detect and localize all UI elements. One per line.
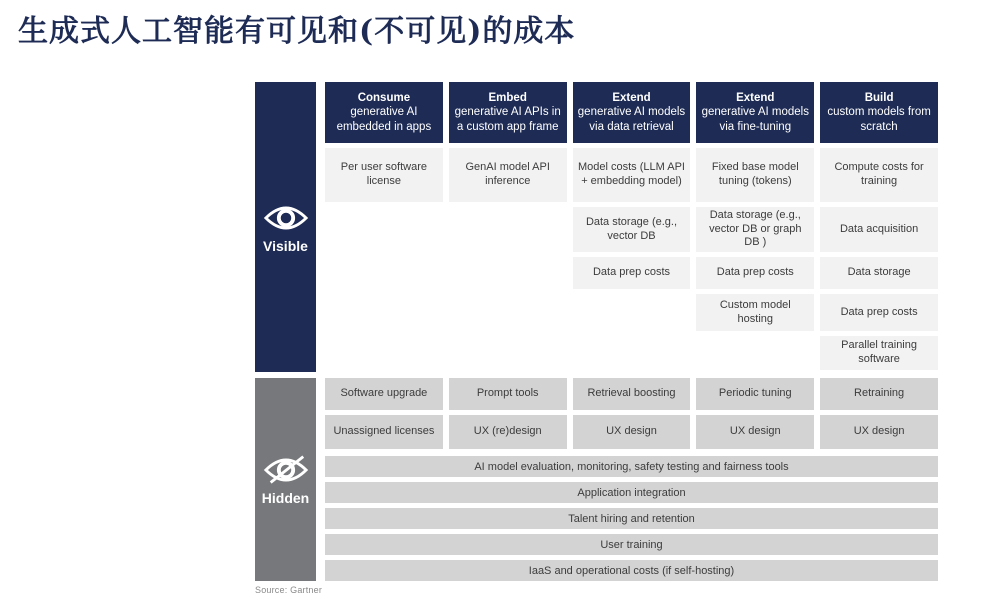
visible-cost-cell: Data prep costs xyxy=(696,257,814,289)
eye-icon xyxy=(263,201,309,235)
visible-cost-cell: Data prep costs xyxy=(573,257,691,289)
column-header-keyword: Extend xyxy=(736,92,775,105)
column-header-embed xyxy=(449,82,567,143)
source-attribution: Source: Gartner xyxy=(255,585,323,595)
column-header-text: custom models from scratch xyxy=(827,106,931,133)
column-header-keyword: Consume xyxy=(357,92,411,105)
column-header-text: generative AI embedded in apps xyxy=(336,106,432,133)
hidden-cost-bar: User training xyxy=(325,534,938,555)
visible-cost-cell: Data storage xyxy=(820,257,938,289)
hidden-cost-cell: Prompt tools xyxy=(449,378,567,410)
hidden-cost-cell: Unassigned licenses xyxy=(325,415,443,449)
column-header-build xyxy=(820,82,938,143)
page-title: 生成式人工智能有可见和(不可见)的成本 xyxy=(18,14,576,49)
eye-slash-icon xyxy=(263,453,309,487)
hidden-cost-bar: AI model evaluation, monitoring, safety testing and fairness tools xyxy=(325,456,938,477)
visible-costs-grid xyxy=(325,82,938,370)
hidden-cost-cell: Retraining xyxy=(820,378,938,410)
hidden-cost-cell: UX design xyxy=(696,415,814,449)
hidden-cost-bar: Application integration xyxy=(325,482,938,503)
visible-cost-cell: Parallel training software xyxy=(820,336,938,370)
hidden-cost-cell: Software upgrade xyxy=(325,378,443,410)
hidden-cost-bars xyxy=(325,456,938,581)
hidden-cost-bar: Talent hiring and retention xyxy=(325,508,938,529)
visible-cost-cell: Data prep costs xyxy=(820,294,938,331)
hidden-section-bar xyxy=(255,378,316,581)
column-header-extend-data xyxy=(573,82,691,143)
column-header-text: generative AI models via data retrieval xyxy=(577,106,686,133)
visible-label: Visible xyxy=(263,237,308,254)
hidden-cost-cell: UX design xyxy=(573,415,691,449)
visible-cost-cell: Custom model hosting xyxy=(696,294,814,331)
column-header-text: generative AI APIs in a custom app frame xyxy=(454,106,561,133)
column-header-keyword: Extend xyxy=(612,92,651,105)
hidden-label: Hidden xyxy=(261,490,310,506)
visible-cost-cell: Per user software license xyxy=(325,148,443,202)
visible-cost-cell: Data storage (e.g., vector DB or graph DB ) xyxy=(696,207,814,252)
column-header-extend-finetune xyxy=(696,82,814,143)
visible-cost-cell: Data storage (e.g., vector DB xyxy=(573,207,691,252)
visible-section-bar xyxy=(255,82,316,372)
column-header-consume xyxy=(325,82,443,143)
hidden-cost-cell: UX design xyxy=(820,415,938,449)
column-header-text: generative AI models via fine-tuning xyxy=(701,106,809,133)
visible-cost-cell: Model costs (LLM API + embedding model) xyxy=(573,148,691,202)
hidden-cost-cell: Retrieval boosting xyxy=(573,378,691,410)
column-header-keyword: Embed xyxy=(488,92,527,105)
hidden-costs-grid xyxy=(325,378,938,449)
hidden-cost-bar: IaaS and operational costs (if self-hosting) xyxy=(325,560,938,581)
visible-cost-cell: GenAI model API inference xyxy=(449,148,567,202)
visible-cost-cell: Data acquisition xyxy=(820,207,938,252)
hidden-cost-cell: Periodic tuning xyxy=(696,378,814,410)
visible-cost-cell: Fixed base model tuning (tokens) xyxy=(696,148,814,202)
hidden-cost-cell: UX (re)design xyxy=(449,415,567,449)
visible-cost-cell: Compute costs for training xyxy=(820,148,938,202)
column-header-keyword: Build xyxy=(864,92,894,105)
